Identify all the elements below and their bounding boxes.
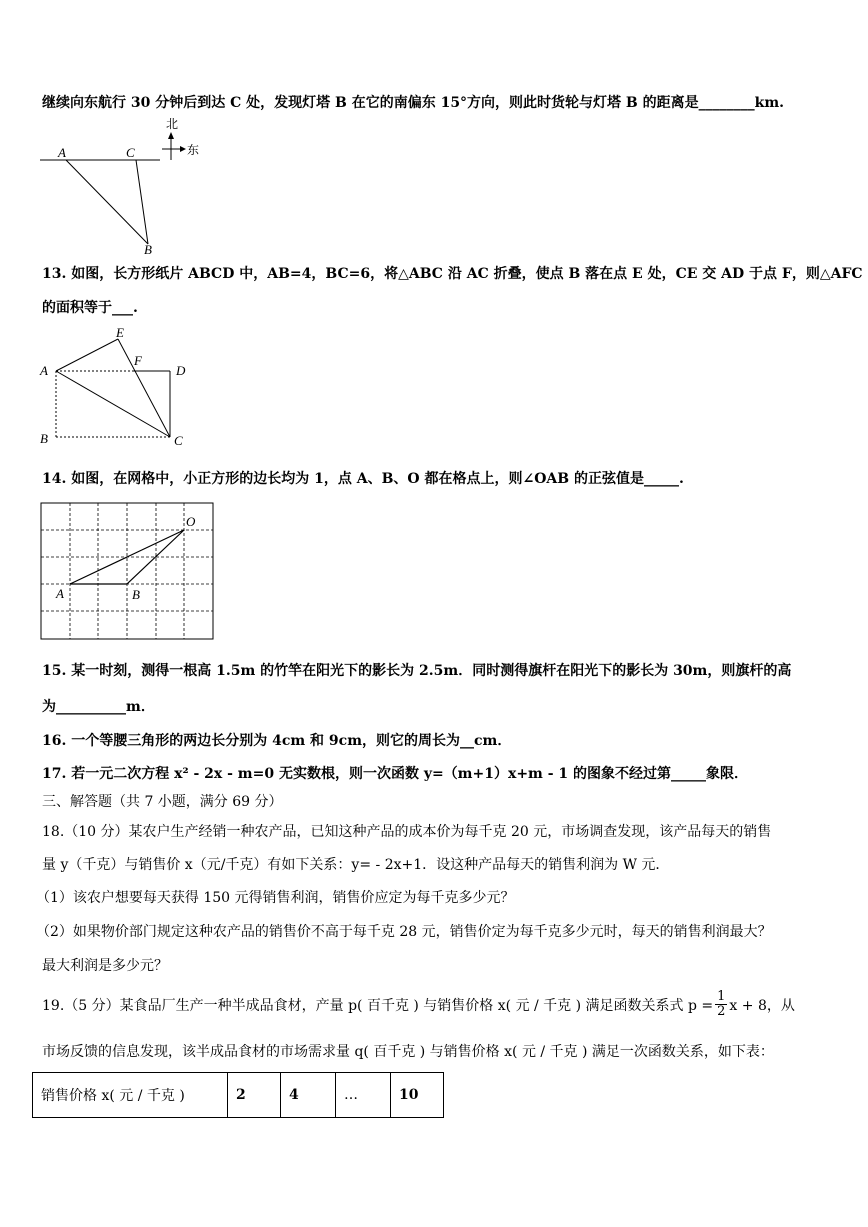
fraction-numerator: 1 xyxy=(717,989,726,1004)
q18-text-2: 量 y（千克）与销售价 x（元/千克）有如下关系：y= - 2x+1．设这种产品每天的销售利润为 W 元． xyxy=(42,857,670,873)
table-header-cell: 销售价格 x( 元 / 千克 ) xyxy=(33,1073,228,1118)
point-A: A xyxy=(40,363,48,378)
q17-text: 17. 若一元二次方程 x² - 2x - m=0 无实数根，则一次函数 y=（m+1）x+m - 1 的图象不经过第_____象限． xyxy=(42,766,749,782)
q13-text-2: 的面积等于___. xyxy=(42,300,138,316)
point-A: A xyxy=(58,145,66,160)
point-C: C xyxy=(174,433,183,448)
point-F: F xyxy=(134,353,142,368)
q19-text-1-pre: 19.（5 分）某食品厂生产一种半成品食材，产量 p( 百千克 ) 与销售价格 x( 元 / 千克 ) 满足函数关系式 p = xyxy=(42,997,714,1014)
fraction-denominator: 2 xyxy=(717,1004,726,1019)
q19-table xyxy=(32,1072,444,1118)
q12-text: 继续向东航行 30 分钟后到达 C 处，发现灯塔 B 在它的南偏东 15°方向，则此时货轮与灯塔 B 的距离是________km. xyxy=(42,95,785,111)
fraction xyxy=(715,990,727,1019)
q19-text-1-post: x + 8，从 xyxy=(729,997,795,1014)
table-cell: 4 xyxy=(281,1073,336,1118)
q18-sub2b: 最大利润是多少元？ xyxy=(42,958,168,974)
q14-figure xyxy=(40,502,216,642)
q16-text: 16. 一个等腰三角形的两边长分别为 4cm 和 9cm，则它的周长为__cm． xyxy=(42,733,512,749)
table-row xyxy=(33,1073,444,1118)
q15-text-1: 15. 某一时刻，测得一根高 1.5m 的竹竿在阳光下的影长为 2.5m．同时测得旗杆在阳光下的影长为 30m，则旗杆的高 xyxy=(42,663,792,679)
point-B: B xyxy=(144,242,152,257)
point-B: B xyxy=(40,431,48,446)
point-A: A xyxy=(56,586,64,601)
q15-text-2: 为__________m． xyxy=(42,699,155,715)
q18-sub1: （1）该农户想要每天获得 150 元得销售利润，销售价应定为每千克多少元？ xyxy=(36,890,515,906)
east-label: 东 xyxy=(187,143,200,157)
q18-text-1: 18.（10 分）某农户生产经销一种农产品，已知这种产品的成本价为每千克 20 元，市场调查发现，该产品每天的销售 xyxy=(42,824,772,840)
q19-text-2: 市场反馈的信息发现，该半成品食材的市场需求量 q( 百千克 ) 与销售价格 x( 元 / 千克 ) 满足一次函数关系，如下表： xyxy=(42,1044,774,1060)
q13-figure xyxy=(36,325,196,450)
north-label: 北 xyxy=(166,117,179,131)
point-D: D xyxy=(176,363,186,378)
table-cell: … xyxy=(336,1073,391,1118)
q18-sub2a: （2）如果物价部门规定这种农产品的销售价不高于每千克 28 元，销售价定为每千克多少元时，每天的销售利润最大？ xyxy=(36,924,772,940)
point-E: E xyxy=(116,325,124,340)
table-cell: 10 xyxy=(391,1073,444,1118)
table-cell: 2 xyxy=(228,1073,281,1118)
point-B: B xyxy=(132,587,140,602)
point-O: O xyxy=(186,514,196,529)
section-heading: 三、解答题（共 7 小题，满分 69 分） xyxy=(42,794,283,810)
compass-icon xyxy=(162,132,186,160)
q14-text: 14. 如图，在网格中，小正方形的边长均为 1，点 A、B、O 都在格点上，则∠OAB 的正弦值是_____. xyxy=(42,471,684,487)
q12-figure xyxy=(38,112,208,257)
q13-text-1: 13. 如图，长方形纸片 ABCD 中，AB=4，BC=6，将△ABC 沿 AC 折叠，使点 B 落在点 E 处，CE 交 AD 于点 F，则△AFC xyxy=(42,266,863,282)
point-C: C xyxy=(126,145,135,160)
q19-text-1 xyxy=(42,990,795,1019)
